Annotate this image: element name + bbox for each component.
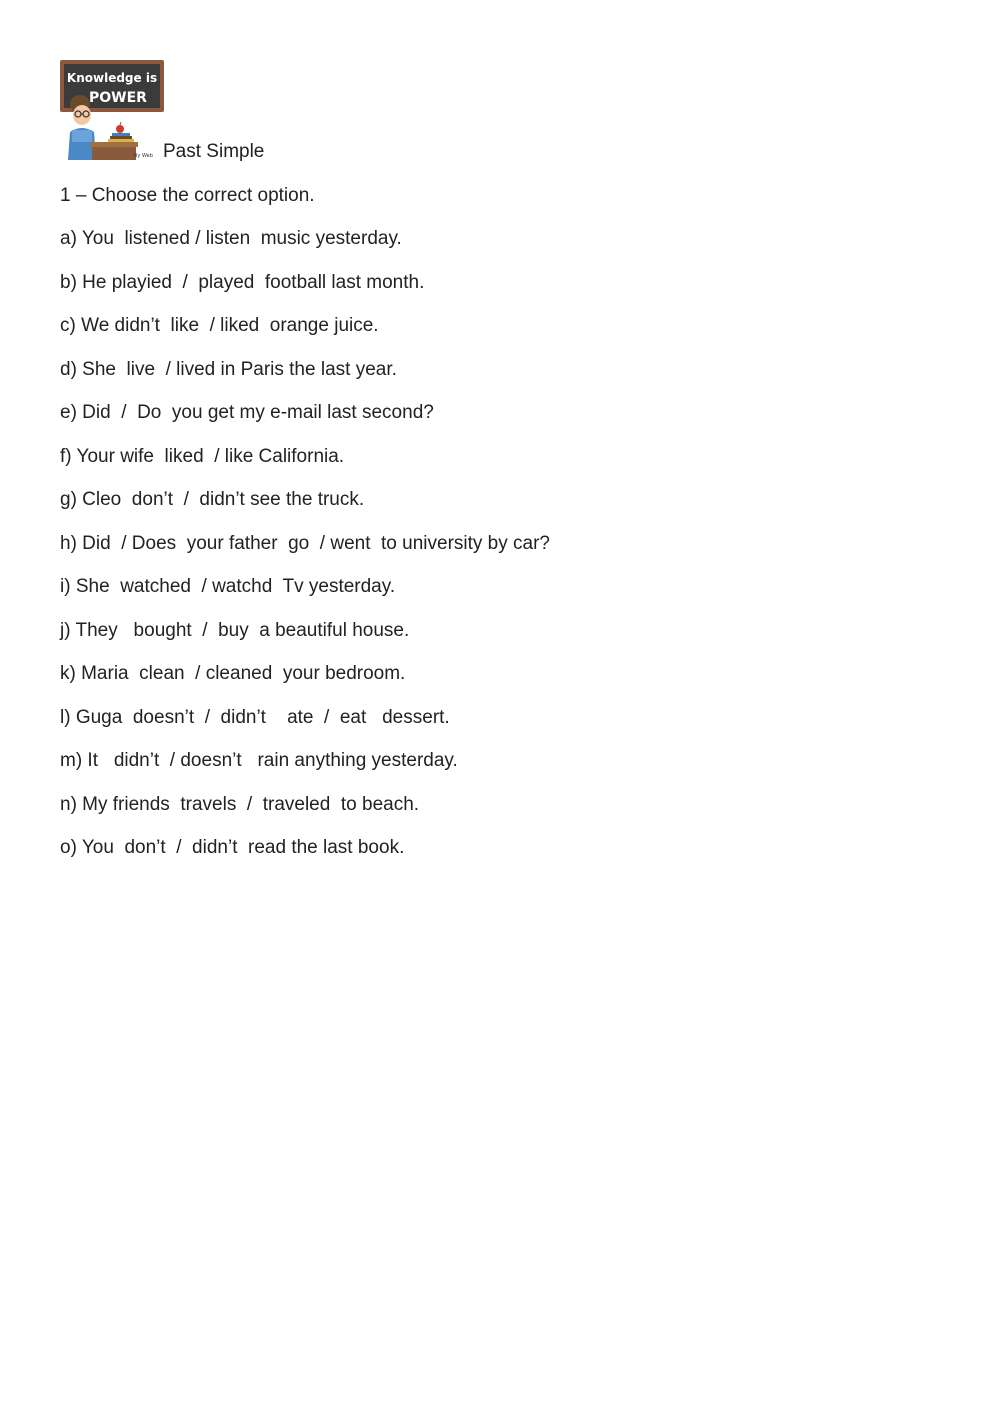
question-item-b: b) He playied / played football last month. bbox=[60, 271, 425, 293]
question-item-g: g) Cleo don’t / didn’t see the truck. bbox=[60, 489, 365, 510]
knowledge-is-power-logo bbox=[60, 60, 165, 160]
logo-text-line1: Knowledge is bbox=[66, 71, 158, 85]
question-item-f: f) Your wife liked / like California. bbox=[60, 445, 345, 467]
question-item-e: e) Did / Do you get my e-mail last second? bbox=[60, 402, 434, 423]
question-item-j: j) They bought / buy a beautiful house. bbox=[60, 619, 410, 641]
logo-signature: By Web bbox=[134, 153, 153, 159]
question-item-n: n) My friends travels / traveled to beach. bbox=[60, 793, 420, 815]
question-item-k: k) Maria clean / cleaned your bedroom. bbox=[60, 663, 406, 684]
worksheet-title: Past Simple bbox=[163, 141, 265, 162]
question-item-o: o) You don’t / didn’t read the last book. bbox=[60, 837, 405, 858]
question-item-m: m) It didn’t / doesn’t rain anything yesterday. bbox=[60, 750, 458, 771]
question-item-i: i) She watched / watchd Tv yesterday. bbox=[60, 576, 396, 597]
question-item-d: d) She live / lived in Paris the last year. bbox=[60, 358, 397, 380]
question-list bbox=[60, 228, 550, 881]
question-item-a: a) You listened / listen music yesterday. bbox=[60, 228, 402, 249]
logo-text-line2: POWER bbox=[89, 90, 147, 106]
teacher-chalkboard-illustration bbox=[60, 60, 165, 160]
exercise-instruction: 1 – Choose the correct option. bbox=[60, 185, 315, 206]
question-item-h: h) Did / Does your father go / went to university by car? bbox=[60, 532, 550, 554]
question-item-c: c) We didn’t like / liked orange juice. bbox=[60, 315, 379, 336]
question-item-l: l) Guga doesn’t / didn’t ate / eat dessert. bbox=[60, 706, 450, 728]
